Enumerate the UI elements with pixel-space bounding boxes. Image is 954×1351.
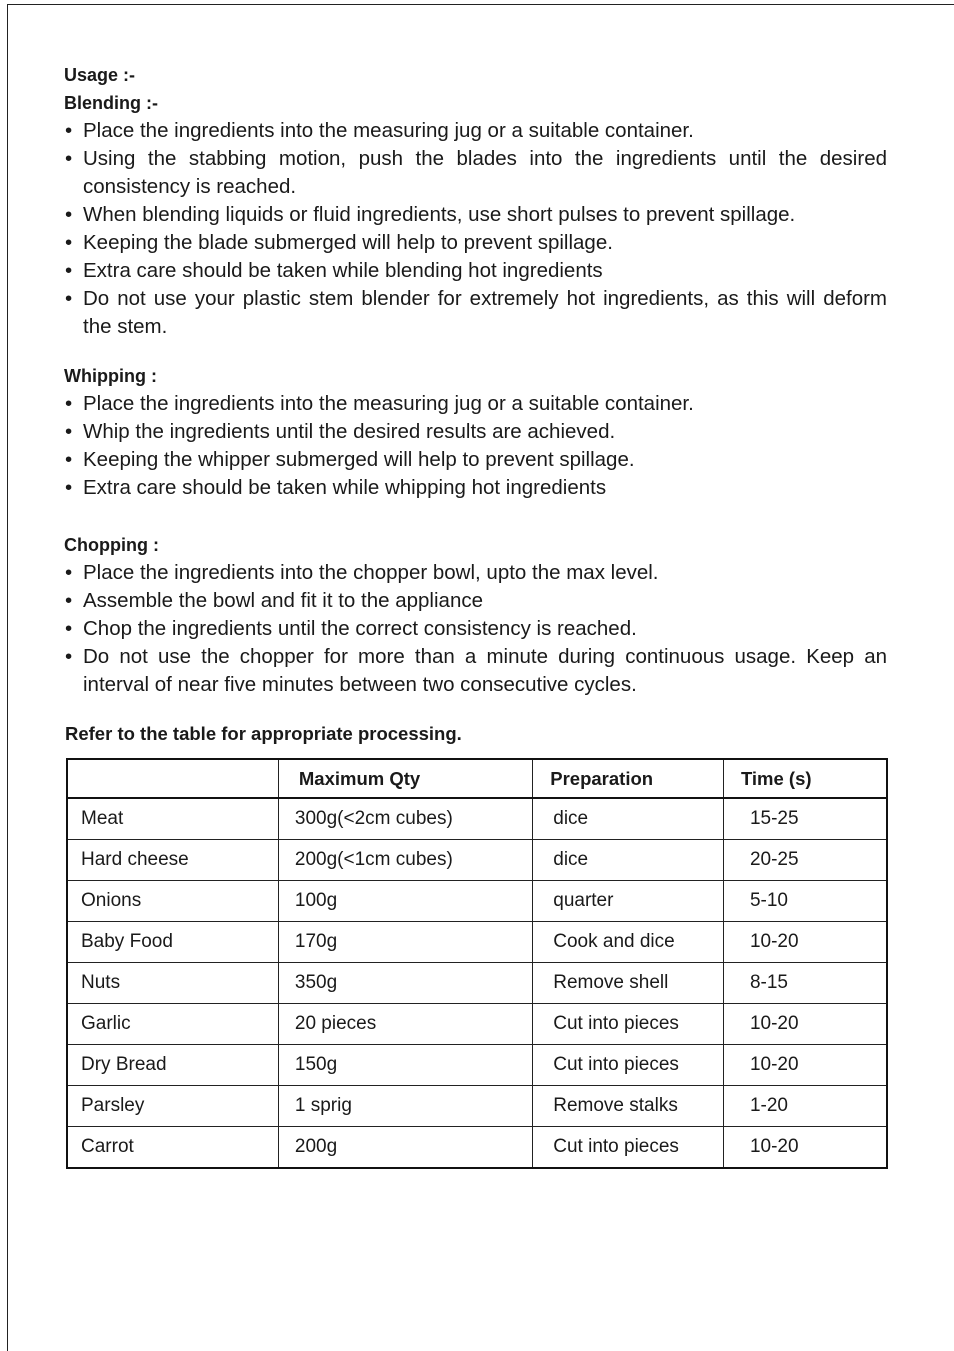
cell-max-qty: 170g [278, 922, 532, 963]
blending-list [64, 117, 887, 341]
list-item: • Do not use your plastic stem blender for extremely hot ingredients, as this will deform the stem. [64, 285, 887, 341]
cell-preparation: Remove shell [533, 963, 724, 1004]
processing-table [66, 758, 888, 1169]
cell-ingredient: Carrot [67, 1127, 278, 1169]
table-row [67, 1086, 887, 1127]
cell-preparation: Remove stalks [533, 1086, 724, 1127]
cell-ingredient: Nuts [67, 963, 278, 1004]
table-row [67, 1004, 887, 1045]
cell-max-qty: 350g [278, 963, 532, 1004]
table-row [67, 1045, 887, 1086]
cell-time: 10-20 [723, 1127, 887, 1169]
column-header-item [67, 759, 278, 798]
cell-time: 10-20 [723, 1045, 887, 1086]
cell-ingredient: Hard cheese [67, 840, 278, 881]
table-row [67, 1127, 887, 1169]
list-item: • Assemble the bowl and fit it to the appliance [64, 587, 887, 615]
cell-preparation: Cut into pieces [533, 1127, 724, 1169]
table-row [67, 881, 887, 922]
cell-ingredient: Parsley [67, 1086, 278, 1127]
cell-preparation: dice [533, 840, 724, 881]
table-row [67, 963, 887, 1004]
column-header-preparation: Preparation [533, 759, 724, 798]
whipping-list [64, 390, 887, 502]
instructions [64, 61, 887, 699]
cell-time: 20-25 [723, 840, 887, 881]
whipping-heading: Whipping : [64, 366, 157, 386]
chopping-heading: Chopping : [64, 535, 159, 555]
cell-time: 1-20 [723, 1086, 887, 1127]
list-item: • Place the ingredients into the measuring jug or a suitable container. [64, 390, 887, 418]
list-item: • Whip the ingredients until the desired results are achieved. [64, 418, 887, 446]
cell-max-qty: 200g(<1cm cubes) [278, 840, 532, 881]
cell-ingredient: Meat [67, 798, 278, 840]
usage-heading: Usage :- [64, 65, 136, 85]
table-caption: Refer to the table for appropriate processing. [65, 723, 462, 744]
cell-max-qty: 1 sprig [278, 1086, 532, 1127]
cell-preparation: Cut into pieces [533, 1045, 724, 1086]
cell-max-qty: 100g [278, 881, 532, 922]
cell-preparation: Cook and dice [533, 922, 724, 963]
chopping-list [64, 559, 887, 699]
list-item: • Extra care should be taken while blending hot ingredients [64, 257, 887, 285]
cell-ingredient: Onions [67, 881, 278, 922]
list-item: • Keeping the blade submerged will help to prevent spillage. [64, 229, 887, 257]
spacer [64, 341, 887, 362]
cell-max-qty: 300g(<2cm cubes) [278, 798, 532, 840]
cell-preparation: Cut into pieces [533, 1004, 724, 1045]
page-border-top [7, 4, 954, 5]
cell-max-qty: 200g [278, 1127, 532, 1169]
cell-time: 10-20 [723, 922, 887, 963]
list-item: • Place the ingredients into the chopper bowl, upto the max level. [64, 559, 887, 587]
cell-time: 10-20 [723, 1004, 887, 1045]
list-item: • Using the stabbing motion, push the blades into the ingredients until the desired consistency is reached. [64, 145, 887, 201]
cell-preparation: dice [533, 798, 724, 840]
blending-heading: Blending :- [64, 93, 158, 113]
list-item: • Do not use the chopper for more than a minute during continuous usage. Keep an interval of near five minutes between two consecutive cycles. [64, 643, 887, 699]
list-item: • Keeping the whipper submerged will help to prevent spillage. [64, 446, 887, 474]
cell-time: 8-15 [723, 963, 887, 1004]
cell-ingredient: Baby Food [67, 922, 278, 963]
list-item: • Extra care should be taken while whipping hot ingredients [64, 474, 887, 502]
cell-preparation: quarter [533, 881, 724, 922]
cell-max-qty: 20 pieces [278, 1004, 532, 1045]
page-border-left [7, 4, 8, 1351]
list-item: • Place the ingredients into the measuring jug or a suitable container. [64, 117, 887, 145]
spacer [64, 502, 887, 531]
cell-ingredient: Dry Bread [67, 1045, 278, 1086]
table-row [67, 798, 887, 840]
cell-time: 5-10 [723, 881, 887, 922]
table-header-row [67, 759, 887, 798]
cell-ingredient: Garlic [67, 1004, 278, 1045]
cell-max-qty: 150g [278, 1045, 532, 1086]
table-row [67, 922, 887, 963]
list-item: • Chop the ingredients until the correct consistency is reached. [64, 615, 887, 643]
cell-time: 15-25 [723, 798, 887, 840]
column-header-time: Time (s) [723, 759, 887, 798]
list-item: • When blending liquids or fluid ingredients, use short pulses to prevent spillage. [64, 201, 887, 229]
column-header-max-qty: Maximum Qty [278, 759, 532, 798]
table-row [67, 840, 887, 881]
